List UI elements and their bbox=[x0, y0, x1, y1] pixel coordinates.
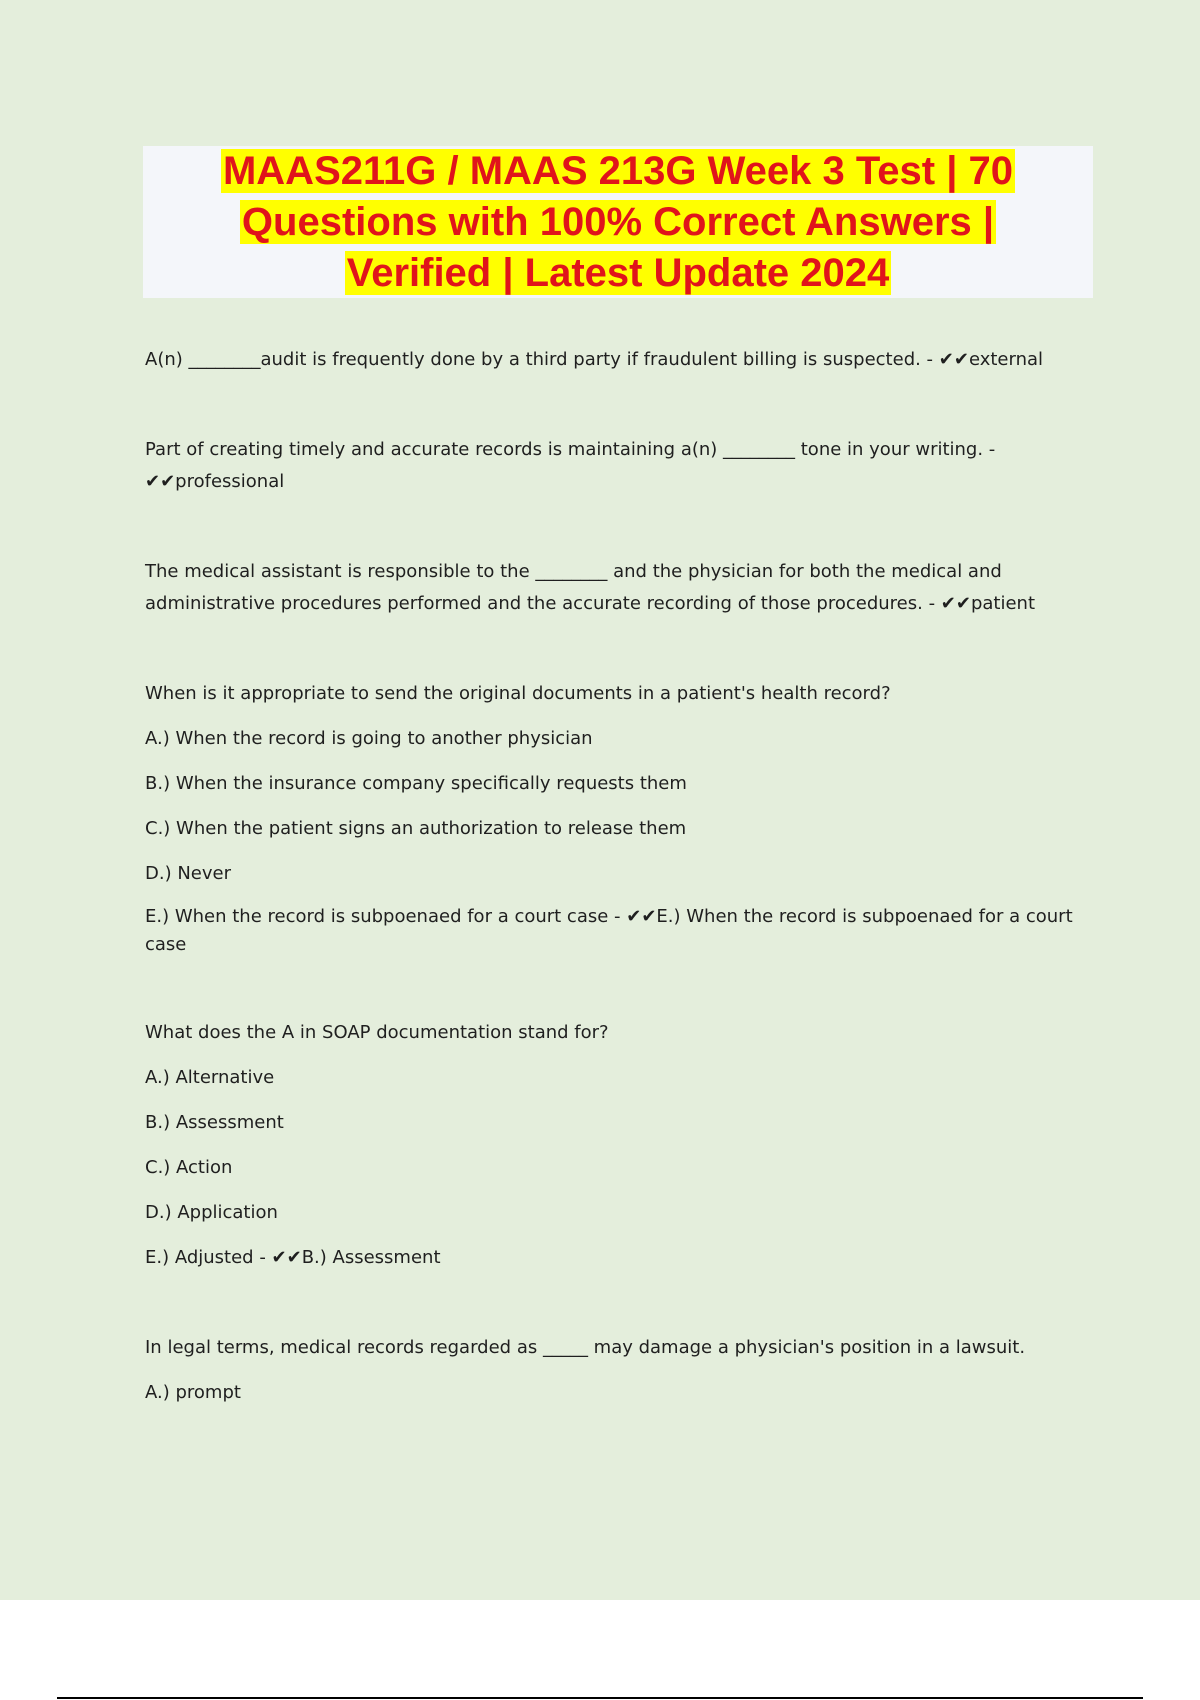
question-item bbox=[145, 678, 1080, 959]
answer-option: C.) Action bbox=[145, 1157, 233, 1178]
title-box bbox=[143, 146, 1093, 298]
title-line-1: MAAS211G / MAAS 213G Week 3 Test | 70 bbox=[222, 148, 1014, 193]
question-list bbox=[145, 344, 1080, 1467]
answer-option: B.) Assessment bbox=[145, 1112, 284, 1133]
document-title bbox=[221, 146, 1015, 299]
footer-divider bbox=[57, 1697, 1143, 1699]
question-text: Part of creating timely and accurate records is maintaining a(n) ________ tone in your writing. - ✔✔professional bbox=[145, 439, 996, 492]
answer-option: E.) When the record is subpoenaed for a court case - ✔✔E.) When the record is subpoenaed for a court case bbox=[145, 906, 1073, 955]
title-line-3: Verified | Latest Update 2024 bbox=[346, 250, 890, 295]
answer-option: A.) When the record is going to another physician bbox=[145, 728, 593, 749]
answer-option: D.) Application bbox=[145, 1202, 278, 1223]
question-item bbox=[145, 344, 1080, 376]
answer-option: E.) Adjusted - ✔✔B.) Assessment bbox=[145, 1247, 441, 1268]
title-line-2: Questions with 100% Correct Answers | bbox=[241, 199, 995, 244]
answer-option: C.) When the patient signs an authorization to release them bbox=[145, 818, 687, 839]
answer-option: B.) When the insurance company specifically requests them bbox=[145, 773, 687, 794]
question-text: When is it appropriate to send the original documents in a patient's health record? bbox=[145, 683, 891, 704]
question-item bbox=[145, 1332, 1080, 1409]
question-item bbox=[145, 1017, 1080, 1274]
question-text: The medical assistant is responsible to the ________ and the physician for both the medical and administrative procedures performed and the accurate recording of those procedures. - ✔✔patient bbox=[145, 561, 1036, 614]
question-text: A(n) ________audit is frequently done by a third party if fraudulent billing is suspected. - ✔✔external bbox=[145, 349, 1044, 370]
question-text: What does the A in SOAP documentation stand for? bbox=[145, 1022, 609, 1043]
question-text: In legal terms, medical records regarded as _____ may damage a physician's position in a lawsuit. bbox=[145, 1337, 1026, 1358]
question-item bbox=[145, 556, 1080, 620]
answer-option: D.) Never bbox=[145, 863, 231, 884]
question-item bbox=[145, 434, 1080, 498]
answer-option: A.) Alternative bbox=[145, 1067, 275, 1088]
answer-option: A.) prompt bbox=[145, 1382, 241, 1403]
